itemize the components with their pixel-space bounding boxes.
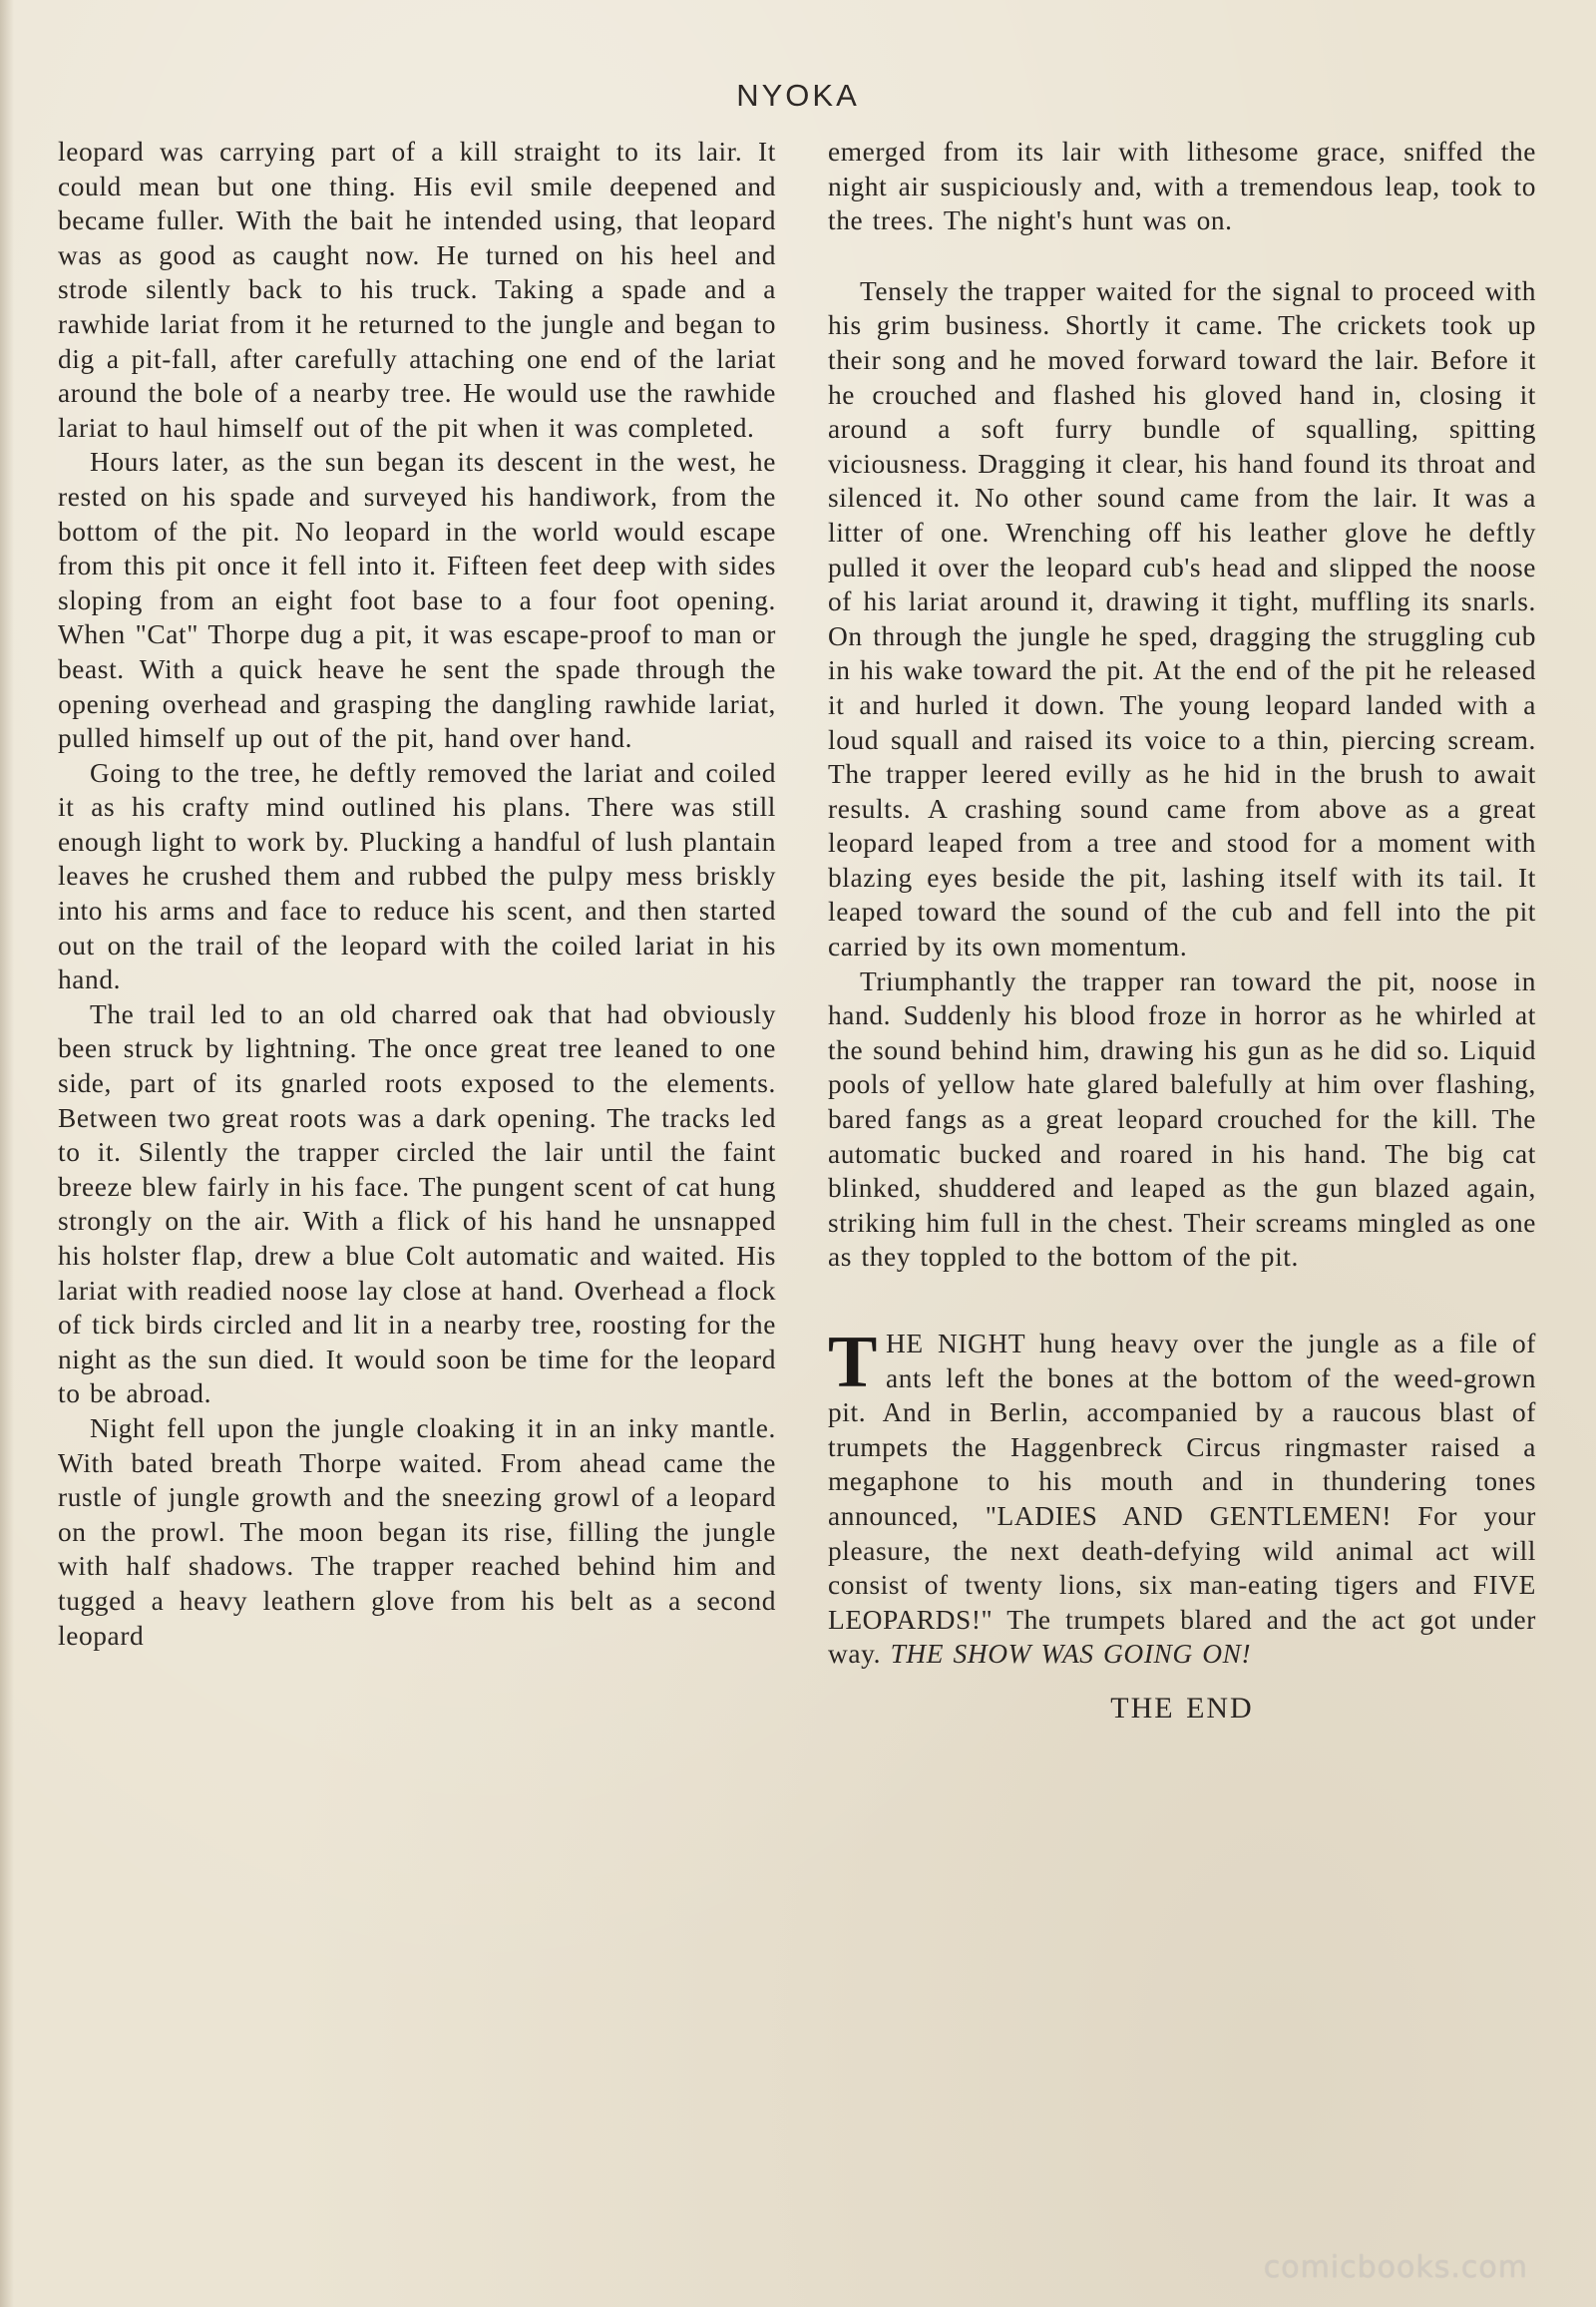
right-column xyxy=(828,135,1536,1727)
the-end-label: THE END xyxy=(1110,1691,1254,1725)
left-paragraph-1: leopard was carrying part of a kill straight to its lair. It could mean but one thing. His evil smile deepened and became fuller. With the bait he intended using, that leopard was as good as caught now. He turned on his heel and strode silently back to his truck. Taking a spade and a rawhide lariat from it he returned to the jungle and began to dig a pit-fall, after carefully attaching one end of the lariat around the bole of a nearby tree. He would use the rawhide lariat to haul himself out of the pit when it was completed. xyxy=(58,137,776,443)
page-edge-shadow xyxy=(0,0,14,2307)
left-paragraph-4: The trail led to an old charred oak that had obviously been struck by lightning. The once great tree leaned to one side, part of its gnarled roots exposed to the elements. Between two great roots was a dark opening. The tracks led to it. Silently the trapper circled the lair until the faint breeze blew fairly in his face. The pungent scent of cat hung strongly on the air. With a flick of his hand he unsnapped his holster flap, drew a blue Colt automatic and waited. His lariat with readied noose lay close at hand. Overhead a flock of tick birds circled and lit in a nearby tree, roosting for the night as the sun died. It would soon be time for the leopard to be abroad. xyxy=(58,998,776,1409)
left-paragraph-3: Going to the tree, he deftly removed the lariat and coiled it as his crafty mind outlined his plans. There was still enough light to work by. Plucking a handful of lush plantain leaves he crushed them and rubbed the pulpy mess briskly into his arms and face to reduce his scent, and then started out on the trail of the leopard with the coiled lariat in his hand. xyxy=(58,757,776,995)
right-paragraph-2: Tensely the trapper waited for the signal to proceed with his grim business. Shortly it came. The crickets took up their song and he moved forward toward the lair. Before it he crouched and flashed his gloved hand in, closing it around a soft furry bundle of squalling, spitting viciousness. Dragging it clear, his hand found its throat and silenced it. No other sound came from the lair. It was a litter of one. Wrenching off his leather glove he deftly pulled it over the leopard cub's head and slipped the noose of his lariat around it, drawing it tight, muffling its snarls. On through the jungle he sped, dragging the struggling cub in his wake toward the pit. At the end of the pit he released it and hurled it down. The young leopard landed with a loud squall and raised its voice to a thin, piercing scream. The trapper leered evilly as he hid in the brush to await results. A crashing sound came from above as a great leopard leaped from a tree and stood for a moment with blazing eyes beside the pit, lashing itself with its tail. It leaped toward the sound of the cub and fell into the pit carried by its own momentum. xyxy=(828,275,1536,962)
right-paragraph-1: emerged from its lair with lithesome grace, sniffed the night air suspiciously and, with a tremendous leap, took to the trees. The night's hunt was on. xyxy=(828,137,1536,236)
closing-paragraph-text: HE NIGHT hung heavy over the jungle as a file of ants left the bones at the bottom of the weed-grown pit. And in Berlin, accompanied by a raucous blast of trumpets the Haggenbreck Circus ringmaster raised a megaphone to his mouth and in thundering tones announced, "LADIES AND GENTLEMEN! For your pleasure, the next death-defying wild animal act will consist of twenty lions, six man-eating tigers and FIVE LEOPARDS!" The trumpets blared and the act got under way. xyxy=(828,1329,1536,1670)
closing-section xyxy=(828,1322,1536,1727)
left-column xyxy=(58,135,776,1653)
left-paragraph-2: Hours later, as the sun began its descent in the west, he rested on his spade and surveyed his handiwork, from the bottom of the pit. No leopard in the world would escape from this pit once it fell into it. Fifteen feet deep with sides sloping from an eight foot base to a four foot opening. When "Cat" Thorpe dug a pit, it was escape-proof to man or beast. With a quick heave he sent the spade through the opening overhead and grasping the dangling rawhide lariat, pulled himself up out of the pit, hand over hand. xyxy=(58,447,776,754)
page-title: NYOKA xyxy=(736,78,860,113)
closing-italic-text: THE SHOW WAS GOING ON! xyxy=(890,1639,1252,1670)
right-paragraph-3: Triumphantly the trapper ran toward the pit, noose in hand. Suddenly his blood froze in horror as he whirled at the sound behind him, drawing his gun as he did so. Liquid pools of yellow hate glared balefully at him over flashing, bared fangs as a great leopard crouched for the kill. The automatic bucked and roared in his hand. The big cat blinked, shuddered and leaped as the gun blazed again, striking him full in the chest. Their screams mingled as one as they toppled to the bottom of the pit. xyxy=(828,965,1536,1273)
drop-cap-letter: T xyxy=(828,1322,878,1403)
site-watermark: comicbooks.com xyxy=(1263,2250,1528,2285)
left-paragraph-5: Night fell upon the jungle cloaking it in an inky mantle. With bated breath Thorpe waited. From ahead came the rustle of jungle growth and the sneezing growl of a leopard on the prowl. The moon began its rise, filling the jungle with half shadows. The trapper reached behind him and tugged a heavy leathern glove from his belt as a second leopard xyxy=(58,1412,776,1651)
closing-paragraph xyxy=(828,1322,1536,1672)
